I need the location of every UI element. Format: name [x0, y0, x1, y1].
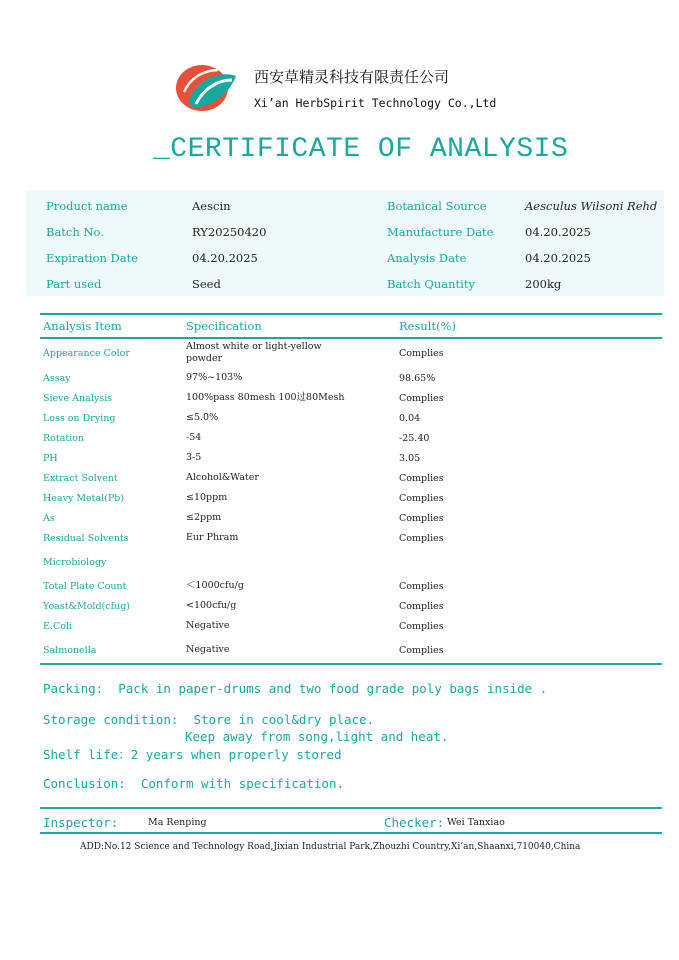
- footer-bottom-rule: [40, 832, 662, 834]
- checker-name: Wei Tanxiao: [447, 817, 505, 828]
- row-item: Salmonella: [43, 645, 97, 656]
- manufacture-date-label: Manufacture Date: [387, 225, 494, 239]
- row-result: 3.05: [399, 453, 421, 464]
- row-item: PH: [43, 453, 58, 464]
- row-result: Complies: [399, 493, 444, 504]
- row-spec: ＜1000cfu/g: [186, 580, 244, 591]
- row-result: Complies: [399, 513, 444, 524]
- manufacture-date-value: 04.20.2025: [525, 225, 591, 239]
- table-bottom-rule: [40, 663, 662, 665]
- inspector-label: Inspector:: [43, 815, 119, 830]
- row-result: Complies: [399, 533, 444, 544]
- row-spec: Almost white or light-yellow: [186, 341, 322, 352]
- packing-note: Packing: Pack in paper-drums and two food grade poly bags inside .: [43, 681, 548, 696]
- row-item: Sieve Analysis: [43, 393, 113, 404]
- analysis-table-header: [40, 316, 662, 336]
- product-name-value: Aescin: [192, 199, 231, 213]
- row-spec: ≤2ppm: [186, 512, 222, 523]
- conclusion-note: Conclusion: Conform with specification.: [43, 776, 345, 791]
- company-name-en: Xi’an HerbSpirit Technology Co.,Ltd: [254, 96, 497, 110]
- row-spec-cont: powder: [186, 353, 223, 364]
- row-section-heading: Microbiology: [43, 557, 107, 568]
- table-header-rule: [40, 337, 662, 339]
- row-item: Rotation: [43, 433, 85, 444]
- shelf-life-note: Shelf life：2 years when properly stored: [43, 747, 342, 762]
- product-info-panel: [26, 190, 664, 296]
- row-result: 98.65%: [399, 373, 436, 384]
- row-result: 0.04: [399, 413, 421, 424]
- expiration-date-label: Expiration Date: [46, 251, 139, 265]
- row-item: Total Plate Count: [43, 581, 127, 592]
- batch-no-label: Batch No.: [46, 225, 104, 239]
- part-used-label: Part used: [46, 277, 102, 291]
- table-top-rule: [40, 313, 662, 315]
- batch-quantity-value: 200kg: [525, 277, 562, 291]
- row-item: Assay: [43, 373, 71, 384]
- analysis-date-value: 04.20.2025: [525, 251, 591, 265]
- row-spec: -54: [186, 432, 202, 443]
- company-logo: [174, 62, 238, 112]
- inspector-name: Ma Renping: [148, 817, 207, 828]
- row-item: Appearance Color: [43, 348, 130, 359]
- company-name-cn: 西安草精灵科技有限责任公司: [254, 68, 450, 86]
- footer-top-rule: [40, 807, 662, 809]
- row-result: Complies: [399, 473, 444, 484]
- row-spec: 100%pass 80mesh 100过80Mesh: [186, 392, 345, 403]
- row-result: Complies: [399, 601, 444, 612]
- row-result: Complies: [399, 621, 444, 632]
- row-item: Heavy Metal(Pb): [43, 493, 125, 504]
- row-result: Complies: [399, 393, 444, 404]
- row-item: Yoast&Mold(cfug): [43, 601, 130, 612]
- row-spec: 3-5: [186, 452, 202, 463]
- row-spec: Eur Phram: [186, 532, 239, 543]
- header-result: Result(%): [399, 319, 456, 333]
- checker-label: Checker:: [384, 815, 445, 830]
- row-result: Complies: [399, 581, 444, 592]
- analysis-table-body: [40, 340, 662, 662]
- document-title: _CERTIFICATE OF ANALYSIS: [153, 134, 569, 165]
- batch-no-value: RY20250420: [192, 225, 267, 239]
- row-spec: Negative: [186, 644, 230, 655]
- row-spec: Negative: [186, 620, 230, 631]
- company-address: ADD:No.12 Science and Technology Road,Jixian Industrial Park,Zhouzhi Country,Xi’an,Shaanxi,710040,China: [80, 842, 581, 852]
- header-analysis-item: Analysis Item: [43, 319, 122, 333]
- botanical-source-label: Botanical Source: [387, 199, 487, 213]
- storage-condition-note: Storage condition: Store in cool&dry place.: [43, 712, 375, 727]
- row-spec: 97%~103%: [186, 372, 243, 383]
- analysis-date-label: Analysis Date: [387, 251, 467, 265]
- botanical-source-value: Aesculus Wilsoni Rehd: [525, 199, 658, 213]
- part-used-value: Seed: [192, 277, 221, 291]
- row-item: Loss on Drying: [43, 413, 116, 424]
- row-item: Extract Solvent: [43, 473, 118, 484]
- row-spec: ≤10ppm: [186, 492, 228, 503]
- product-name-label: Product name: [46, 199, 128, 213]
- row-result: Complies: [399, 645, 444, 656]
- expiration-date-value: 04.20.2025: [192, 251, 258, 265]
- row-result: -25.40: [399, 433, 430, 444]
- row-item: E.Coli: [43, 621, 73, 632]
- storage-condition-note-cont: Keep away from song,light and heat.: [185, 729, 449, 744]
- row-spec: ≤5.0%: [186, 412, 219, 423]
- row-result: Complies: [399, 348, 444, 359]
- row-item: Residual Solvents: [43, 533, 129, 544]
- header-specification: Specification: [186, 319, 262, 333]
- batch-quantity-label: Batch Quantity: [387, 277, 475, 291]
- row-spec: <100cfu/g: [186, 600, 237, 611]
- row-spec: Alcohol&Water: [186, 472, 259, 483]
- row-item: As: [43, 513, 55, 524]
